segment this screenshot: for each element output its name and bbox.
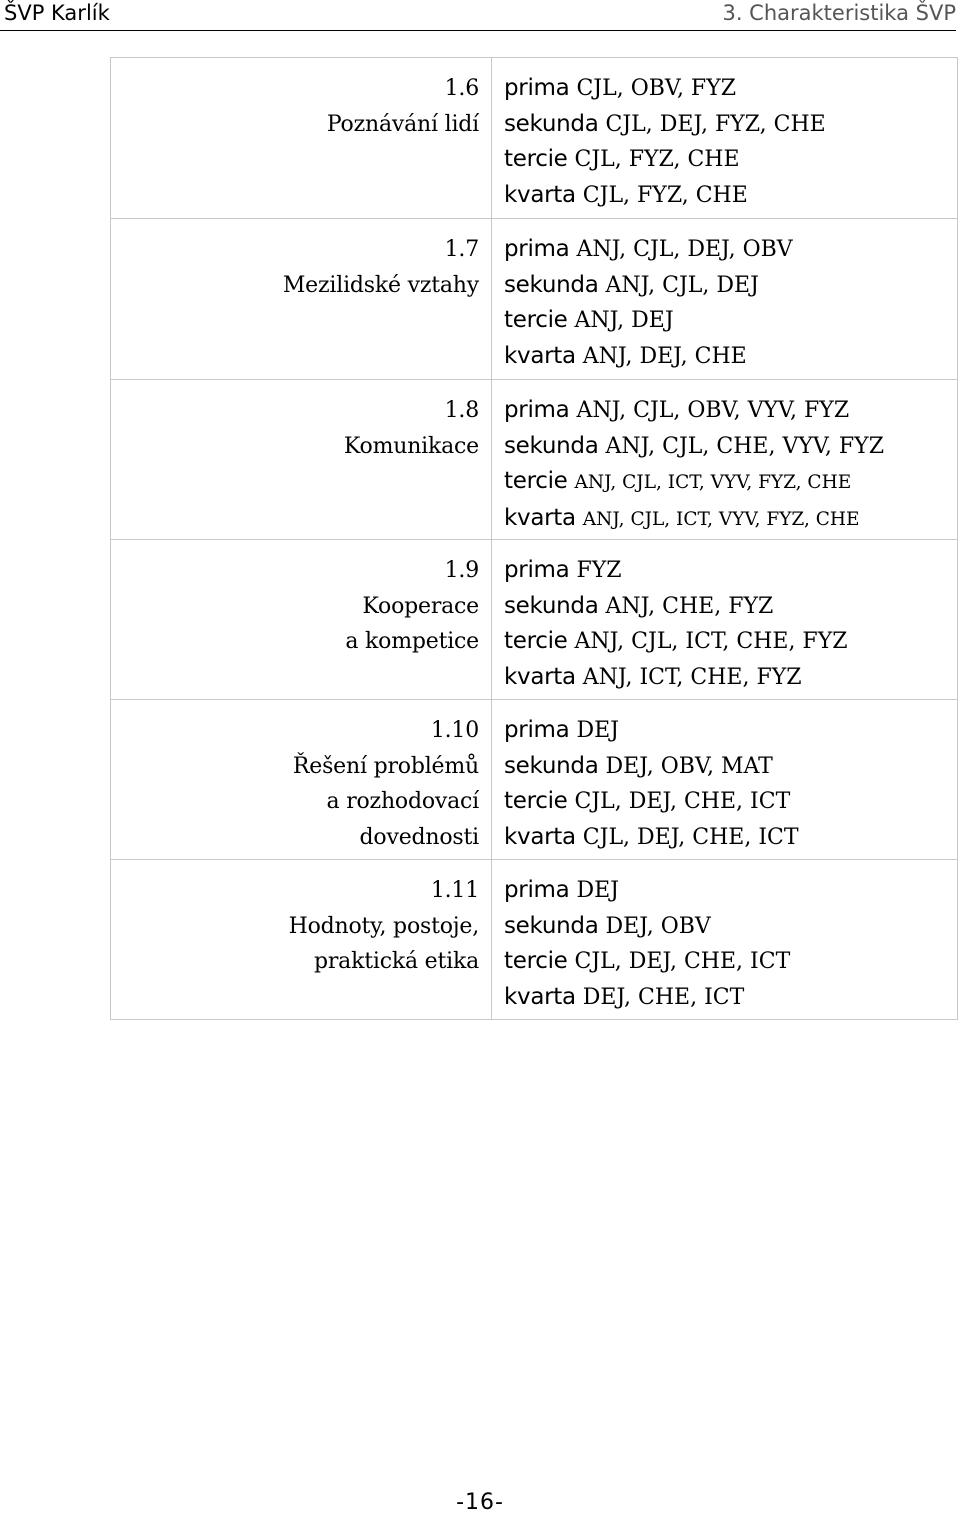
grade-label: prima xyxy=(504,75,570,101)
subjects-cell xyxy=(492,700,958,860)
subject-list: ANJ, DEJ, CHE xyxy=(582,343,747,369)
grade-subjects-line xyxy=(504,464,947,501)
grade-label: tercie xyxy=(504,628,568,654)
subject-list: DEJ, OBV, MAT xyxy=(605,753,773,779)
theme-name: Komunikace xyxy=(343,433,479,459)
themes-table-body xyxy=(111,58,958,1020)
subject-list: ANJ, DEJ xyxy=(574,308,674,333)
subject-list: ANJ, CJL, DEJ, OBV xyxy=(576,237,793,262)
grade-label: kvarta xyxy=(504,504,576,531)
theme-number: 1.9 xyxy=(444,558,479,583)
grade-label: sekunda xyxy=(504,752,599,779)
subject-list: CJL, DEJ, FYZ, CHE xyxy=(605,111,826,137)
page-number: -16- xyxy=(456,1490,504,1515)
grade-label: kvarta xyxy=(504,181,576,208)
grade-subjects-line xyxy=(504,501,947,538)
grade-subjects-line xyxy=(504,178,947,214)
theme-row xyxy=(111,58,958,219)
grade-label: sekunda xyxy=(504,110,599,137)
theme-number: 1.11 xyxy=(430,878,479,903)
theme-cell xyxy=(111,380,492,540)
header-school-name: ŠVP Karlík xyxy=(4,1,110,25)
grade-label: prima xyxy=(504,717,570,743)
grade-subjects-line xyxy=(504,660,947,696)
grade-subjects-line xyxy=(504,820,947,856)
grade-subjects-line xyxy=(504,429,947,465)
theme-cell xyxy=(111,219,492,380)
theme-number: 1.6 xyxy=(444,76,479,101)
subject-list: CJL, FYZ, CHE xyxy=(574,147,740,172)
subjects-cell xyxy=(492,219,958,380)
grade-subjects-line xyxy=(504,980,947,1016)
grade-subjects-line xyxy=(504,944,947,980)
theme-row xyxy=(111,540,958,700)
grade-subjects-line xyxy=(504,553,947,589)
subjects-cell xyxy=(492,58,958,219)
grade-subjects-line xyxy=(504,142,947,178)
theme-number: 1.8 xyxy=(444,398,479,423)
theme-cell xyxy=(111,58,492,219)
subject-list: ANJ, CHE, FYZ xyxy=(605,593,774,619)
grade-label: kvarta xyxy=(504,663,576,690)
subject-list: ANJ, ICT, CHE, FYZ xyxy=(582,664,802,690)
grade-label: tercie xyxy=(504,307,568,333)
theme-cell xyxy=(111,860,492,1020)
theme-name: Kooperace a kompetice xyxy=(345,593,479,654)
grade-subjects-line xyxy=(504,784,947,820)
grade-label: kvarta xyxy=(504,983,576,1010)
subject-list: ANJ, CJL, DEJ xyxy=(605,272,759,298)
subject-list: DEJ, CHE, ICT xyxy=(582,984,745,1010)
grade-subjects-line xyxy=(504,873,947,909)
theme-row xyxy=(111,219,958,380)
grade-label: sekunda xyxy=(504,592,599,619)
subjects-cell xyxy=(492,860,958,1020)
subject-list: CJL, DEJ, CHE, ICT xyxy=(574,789,791,814)
grade-label: sekunda xyxy=(504,912,599,939)
grade-subjects-line xyxy=(504,909,947,945)
theme-row xyxy=(111,860,958,1020)
subject-list: ANJ, CJL, ICT, VYV, FYZ, CHE xyxy=(582,508,860,530)
subjects-cell xyxy=(492,540,958,700)
themes-table xyxy=(110,57,958,1020)
grade-subjects-line xyxy=(504,624,947,660)
grade-subjects-line xyxy=(504,339,947,375)
grade-subjects-line xyxy=(504,71,947,107)
theme-name: Poznávání lidí xyxy=(326,111,479,137)
subject-list: CJL, DEJ, CHE, ICT xyxy=(582,824,799,850)
subject-list: FYZ xyxy=(576,558,622,583)
grade-label: sekunda xyxy=(504,271,599,298)
grade-label: kvarta xyxy=(504,342,576,369)
grade-subjects-line xyxy=(504,589,947,625)
subjects-cell xyxy=(492,380,958,540)
subject-list: CJL, DEJ, CHE, ICT xyxy=(574,949,791,974)
theme-row xyxy=(111,380,958,540)
grade-label: tercie xyxy=(504,788,568,814)
theme-cell xyxy=(111,700,492,860)
grade-label: tercie xyxy=(504,146,568,172)
grade-label: tercie xyxy=(504,468,568,494)
grade-label: prima xyxy=(504,397,570,423)
grade-label: prima xyxy=(504,877,570,903)
subject-list: DEJ xyxy=(576,878,619,903)
grade-subjects-line xyxy=(504,303,947,339)
grade-label: sekunda xyxy=(504,432,599,459)
theme-row xyxy=(111,700,958,860)
grade-subjects-line xyxy=(504,713,947,749)
grade-subjects-line xyxy=(504,107,947,143)
subject-list: DEJ, OBV xyxy=(605,913,711,939)
grade-label: prima xyxy=(504,557,570,583)
page-header xyxy=(0,0,956,31)
grade-label: tercie xyxy=(504,948,568,974)
header-chapter-title: 3. Charakteristika ŠVP xyxy=(722,1,956,25)
subject-list: ANJ, CJL, ICT, CHE, FYZ xyxy=(574,629,848,654)
theme-name: Hodnoty, postoje, praktická etika xyxy=(288,913,479,974)
theme-name: Mezilidské vztahy xyxy=(282,272,479,298)
subject-list: ANJ, CJL, OBV, VYV, FYZ xyxy=(576,398,850,423)
grade-subjects-line xyxy=(504,232,947,268)
grade-label: prima xyxy=(504,236,570,262)
theme-name: Řešení problémů a rozhodovací dovednosti xyxy=(292,753,479,850)
grade-label: kvarta xyxy=(504,823,576,850)
subject-list: DEJ xyxy=(576,718,619,743)
subject-list: ANJ, CJL, CHE, VYV, FYZ xyxy=(605,433,884,459)
grade-subjects-line xyxy=(504,393,947,429)
grade-subjects-line xyxy=(504,749,947,785)
subject-list: CJL, OBV, FYZ xyxy=(576,76,737,101)
theme-number: 1.7 xyxy=(444,237,479,262)
subject-list: CJL, FYZ, CHE xyxy=(582,182,748,208)
theme-cell xyxy=(111,540,492,700)
grade-subjects-line xyxy=(504,268,947,304)
theme-number: 1.10 xyxy=(430,718,479,743)
subject-list: ANJ, CJL, ICT, VYV, FYZ, CHE xyxy=(574,472,852,493)
